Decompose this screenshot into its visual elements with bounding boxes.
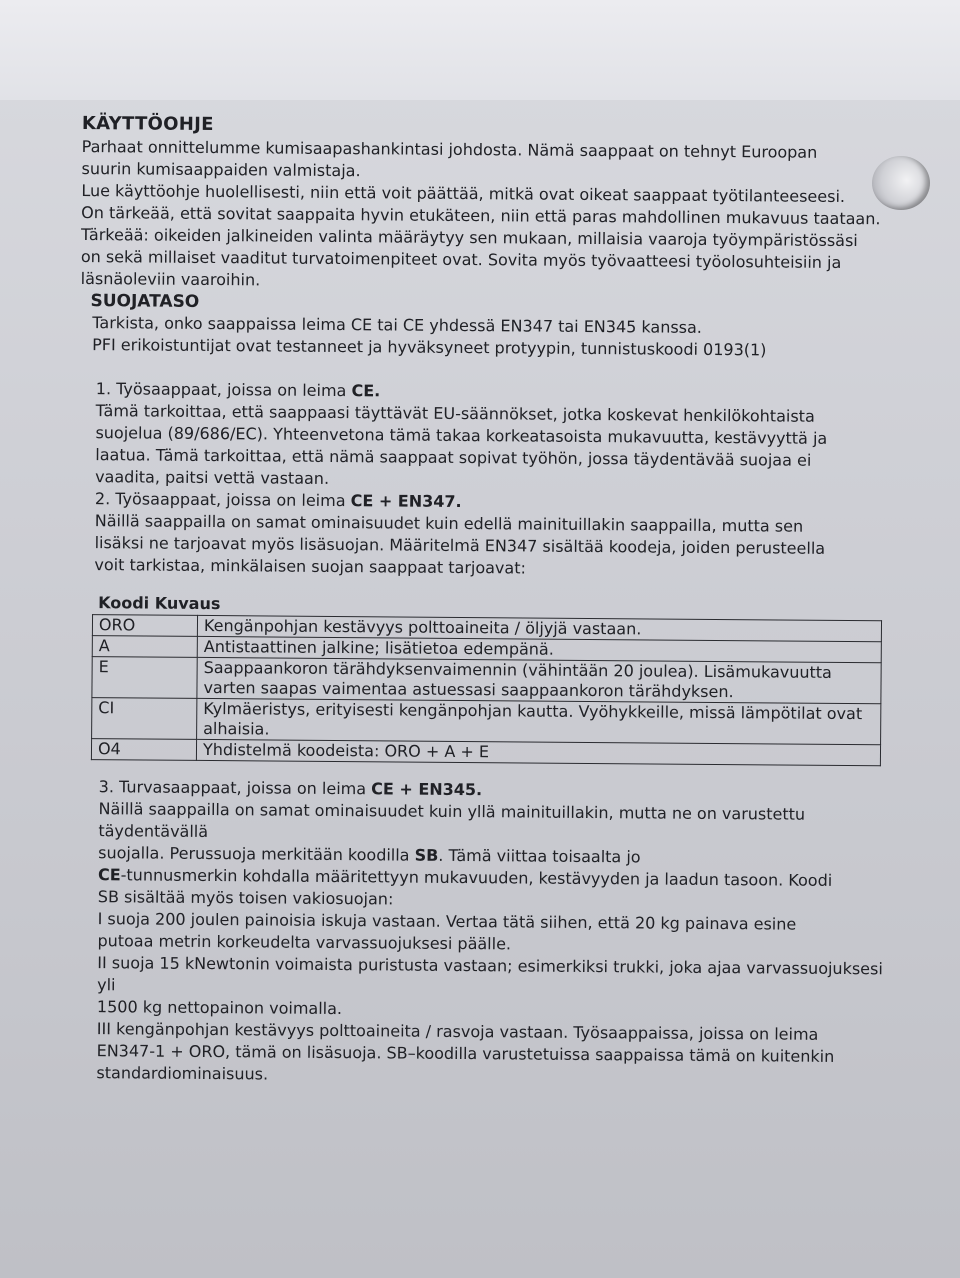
table-row — [92, 698, 881, 745]
intro-line: suurin kumisaappaiden valmistaja. — [81, 158, 361, 181]
document-title: KÄYTTÖOHJE — [81, 112, 214, 136]
section-3-line-text: -tunnusmerkin kohdalla määritettyyn mukavuuden, kestävyyden ja laadun tasoon. Koodi — [120, 865, 833, 890]
code-cell: O4 — [91, 739, 196, 761]
code-cell: CI — [92, 698, 197, 740]
description-cell: Antistaattinen jalkine; lisätietoa edempänä. — [197, 636, 881, 662]
section-3-line-text: . Tämä viittaa toisaalta jo — [438, 845, 641, 867]
intro-line: Tärkeää: oikeiden jalkineiden valinta määräytyy sen mukaan, millaisia vaaroja työympäristössäsi — [80, 224, 858, 251]
suojataso-line: PFI erikoistuntijat ovat testanneet ja hyväksyneet protyypin, tunnistuskoodi 0193(1) — [92, 335, 767, 360]
intro-line: Lue käyttöohje huolellisesti, niin että voit päättää, mitkä ovat oikeat saappaat työtilanteeseesi. — [81, 180, 846, 206]
table-row — [92, 657, 881, 704]
code-cell: A — [92, 636, 197, 658]
code-table — [91, 592, 882, 766]
code-cell: ORO — [92, 615, 197, 637]
section-3-line: III kengänpohjan kestävyys polttoaineita / rasvoja vastaan. Työsaappaissa, joissa on leima — [96, 1019, 819, 1044]
section-3-title-mark: CE + EN345. — [371, 779, 483, 800]
section-3-line: Näillä saappailla on samat ominaisuudet kuin yllä mainituillakin, mutta ne on varustettu täydentävällä — [98, 799, 806, 842]
section-1-line: Tämä tarkoittaa, että saappaasi täyttävät EU-säännökset, jotka koskevat henkilökohtaista — [95, 401, 815, 426]
intro-line: läsnäoleviin vaaroihin. — [80, 268, 261, 290]
section-3 — [96, 776, 896, 1090]
section-2 — [94, 488, 899, 582]
section-1-line: vaadita, paitsi vettä vastaan. — [95, 467, 330, 488]
section-2-line: voit tarkistaa, minkälaisen suojan saappaat tarjoavat: — [94, 555, 526, 578]
description-cell: Kylmäeristys, erityisesti kengänpohjan kautta. Vyöhykkeille, missä lämpötilat ovat alhaisia. — [197, 698, 881, 744]
section-2-line: lisäksi ne tarjoavat myös lisäsuojan. Määritelmä EN347 sisältää koodeja, joiden perusteella — [94, 533, 826, 558]
description-cell: Yhdistelmä koodeista: ORO + A + E — [196, 739, 880, 765]
suojataso-line: Tarkista, onko saappaissa leima CE tai CE yhdessä EN347 tai EN345 kanssa. — [92, 313, 703, 337]
intro-line: On tärkeää, että sovitat saappaita hyvin etukäteen, niin että paras mahdollinen mukavuus taataan. — [81, 202, 881, 229]
instructions-content — [74, 112, 902, 1090]
section-2-title-mark: CE + EN347. — [350, 491, 462, 511]
suojataso-text — [92, 312, 900, 362]
section-1-title-text: 1. Työsaappaat, joissa on leima — [95, 379, 352, 401]
section-1-line: suojelua (89/686/EC). Yhteenvetona tämä takaa korkeatasoista mukavuutta, kestävyyttä ja — [95, 423, 828, 448]
paper-background-edge — [0, 0, 960, 100]
description-cell: Kengänpohjan kestävyys polttoaineita / öljyjä vastaan. — [197, 615, 881, 641]
intro-line: Parhaat onnittelumme kumisaapashankintasi johdosta. Nämä saappaat on tehnyt Euroopan — [81, 136, 818, 162]
sb-code: SB — [414, 845, 439, 865]
section-3-title-text: 3. Turvasaappaat, joissa on leima — [98, 777, 372, 799]
code-table-header: Koodi Kuvaus — [98, 593, 221, 614]
section-3-line: I suoja 200 joulen painoisia iskuja vastaan. Vertaa tätä siihen, että 20 kg painava esine — [97, 909, 797, 934]
intro-line: on sekä millaiset vaaditut turvatoimenpiteet ovat. Sovita myös työvaatteesi työolosuhteisiin ja — [80, 246, 842, 272]
section-1-line: laatua. Tämä tarkoittaa, että nämä saappaat sopivat työhön, jossa täydentävää suojaa ei — [95, 445, 812, 470]
section-3-line-text: suojalla. Perussuoja merkitään koodilla — [98, 843, 415, 865]
description-cell: Saappaankoron tärähdyksenvaimennin (vähintään 20 joulea). Lisämukavuutta varten saapas vaimentaa astuessasi saappaankoron tärähdyksen. — [197, 657, 881, 703]
ce-mark: CE — [97, 865, 121, 885]
code-cell: E — [92, 657, 197, 699]
section-2-line: Näillä saappailla on samat ominaisuudet kuin edellä mainituillakin saappailla, mutta sen — [94, 511, 804, 536]
section-3-line: SB sisältää myös toisen vakiosuojan: — [97, 887, 394, 909]
section-3-line: 1500 kg nettopainon voimalla. — [96, 997, 343, 1019]
section-2-title-text: 2. Työsaappaat, joissa on leima — [94, 489, 351, 511]
section-3-line: EN347-1 + ORO, tämä on lisäsuoja. SB–koodilla varustetuissa saappaissa tämä on kuitenkin — [96, 1041, 835, 1066]
intro-text — [81, 136, 902, 296]
section-1 — [95, 378, 900, 494]
section-3-line: II suoja 15 kNewtonin voimaista puristusta vastaan; esimerkiksi trukki, joka ajaa varvassuojuksesi yli — [97, 953, 883, 995]
suojataso-heading: SUOJATASO — [90, 291, 200, 312]
section-3-line: standardiominaisuus. — [96, 1063, 269, 1084]
section-3-line: putoaa metrin korkeudelta varvassuojuksesi päälle. — [97, 931, 512, 954]
section-1-title-mark: CE. — [351, 381, 381, 401]
code-table-grid — [91, 614, 882, 766]
